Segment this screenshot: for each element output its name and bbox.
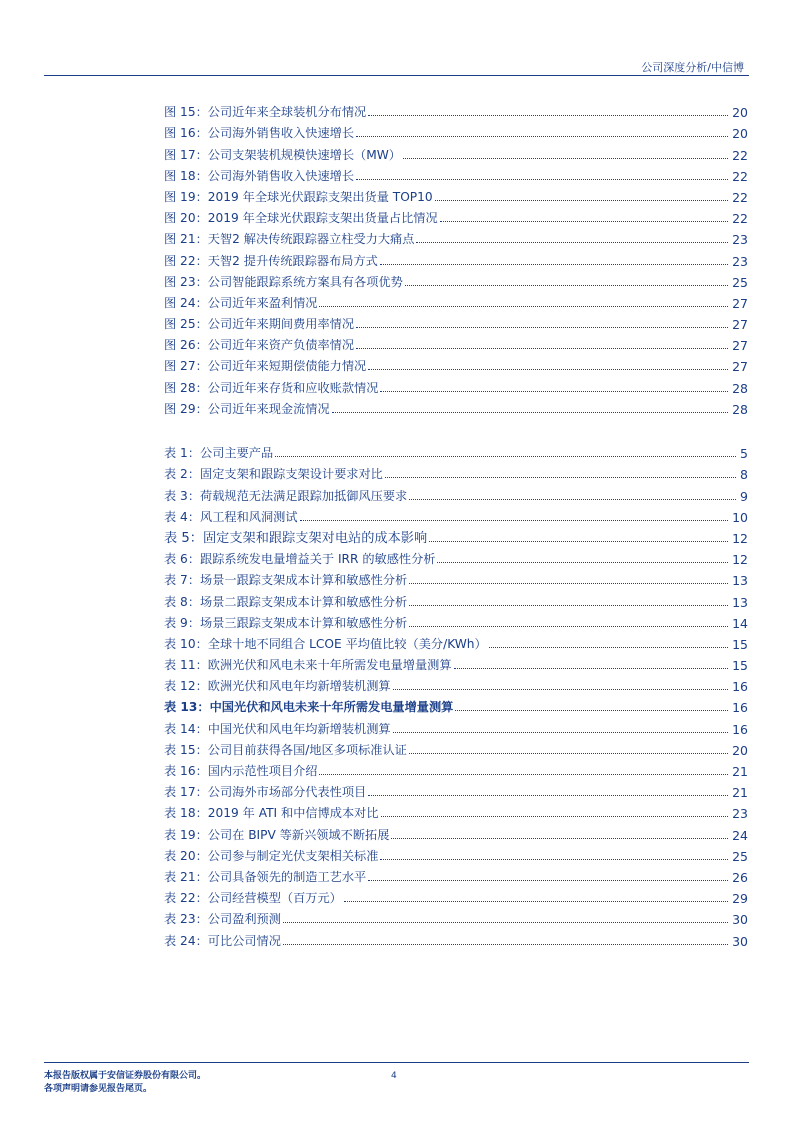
dot-leader	[416, 242, 728, 243]
figure-entry-title: 图 21：天智2 解决传统跟踪器立柱受力大痛点	[164, 232, 415, 247]
table-entry-page: 26	[732, 869, 748, 885]
figure-entry[interactable]	[164, 141, 748, 162]
figure-entry-page: 22	[732, 168, 748, 184]
dot-leader	[368, 880, 728, 881]
figure-entry-title: 图 15：公司近年来全球装机分布情况	[164, 105, 367, 120]
figure-entry-page: 23	[732, 232, 748, 248]
dot-leader	[435, 200, 728, 201]
table-entry[interactable]	[164, 906, 748, 927]
table-entry-page: 10	[732, 509, 748, 525]
figure-entry[interactable]	[164, 290, 748, 311]
figure-entry[interactable]	[164, 396, 748, 417]
table-entry-title: 表 14：中国光伏和风电年均新增装机测算	[164, 721, 391, 736]
figure-entry[interactable]	[164, 311, 748, 332]
table-entry-page: 15	[732, 658, 748, 674]
table-entry[interactable]	[164, 821, 748, 842]
dot-leader	[393, 689, 729, 690]
figure-entry-page: 27	[732, 338, 748, 354]
table-entry[interactable]	[164, 885, 748, 906]
table-entry-title: 表 5：固定支架和跟踪支架对电站的成本影响	[164, 530, 428, 546]
figure-entry[interactable]	[164, 247, 748, 268]
table-entry[interactable]	[164, 758, 748, 779]
dot-leader	[489, 647, 728, 648]
figure-entry-title: 图 18：公司海外销售收入快速增长	[164, 168, 355, 183]
table-entry-title: 表 3：荷载规范无法满足跟踪加抵御风压要求	[164, 488, 408, 503]
table-entry-title: 表 17：公司海外市场部分代表性项目	[164, 785, 367, 800]
table-entry[interactable]	[164, 737, 748, 758]
figure-entry-title: 图 29：公司近年来现金流情况	[164, 401, 330, 416]
header-label: 公司深度分析/中信博	[641, 61, 744, 74]
table-entry[interactable]	[164, 567, 748, 588]
table-entry-page: 9	[740, 488, 748, 504]
figure-entry-page: 27	[732, 359, 748, 375]
dot-leader	[356, 348, 728, 349]
table-entry-page: 12	[732, 552, 748, 568]
table-entry-page: 21	[732, 785, 748, 801]
dot-leader	[409, 605, 728, 606]
table-entry-title: 表 13：中国光伏和风电未来十年所需发电量增量测算	[164, 700, 454, 715]
figure-entry-page: 22	[732, 147, 748, 163]
table-entry[interactable]	[164, 800, 748, 821]
dot-leader	[403, 158, 728, 159]
dot-leader	[454, 668, 729, 669]
table-entry-title: 表 18：2019 年 ATI 和中信博成本对比	[164, 806, 379, 821]
figure-entry[interactable]	[164, 226, 748, 247]
table-entry-page: 16	[732, 721, 748, 737]
figure-entry[interactable]	[164, 374, 748, 395]
footer-note	[44, 1070, 206, 1096]
table-entry-page: 12	[732, 530, 748, 546]
table-entry-title: 表 4：风工程和风洞测试	[164, 509, 298, 524]
table-entry[interactable]	[164, 610, 748, 631]
figure-entry-title: 图 19：2019 年全球光伏跟踪支架出货量 TOP10	[164, 189, 433, 204]
table-entry-title: 表 9：场景三跟踪支架成本计算和敏感性分析	[164, 615, 408, 630]
table-entry-title: 表 6：跟踪系统发电量增益关于 IRR 的敏感性分析	[164, 552, 436, 567]
dot-leader	[380, 264, 728, 265]
figure-entry-page: 20	[732, 126, 748, 142]
figure-entry-title: 图 24：公司近年来盈利情况	[164, 295, 318, 310]
figure-entry-title: 图 26：公司近年来资产负债率情况	[164, 338, 355, 353]
figure-entry-page: 28	[732, 380, 748, 396]
table-entry-title: 表 20：公司参与制定光伏支架相关标准	[164, 848, 379, 863]
figure-entry-title: 图 22：天智2 提升传统跟踪器布局方式	[164, 253, 378, 268]
table-entry-page: 24	[732, 827, 748, 843]
figure-entry-page: 28	[732, 401, 748, 417]
table-entry[interactable]	[164, 694, 748, 715]
figure-entry[interactable]	[164, 120, 748, 141]
dot-leader	[391, 838, 728, 839]
table-entry-page: 30	[732, 912, 748, 928]
dot-leader	[409, 753, 728, 754]
table-entry-page: 16	[732, 700, 748, 716]
table-entry-page: 21	[732, 764, 748, 779]
table-entry[interactable]	[164, 525, 748, 546]
table-entry[interactable]	[164, 715, 748, 736]
table-entry[interactable]	[164, 440, 748, 461]
dot-leader	[344, 901, 728, 902]
dot-leader	[368, 115, 728, 116]
table-entry-page: 23	[732, 806, 748, 822]
table-entry-page: 8	[740, 467, 748, 483]
dot-leader	[409, 583, 728, 584]
table-entry-title: 表 16：国内示范性项目介绍	[164, 764, 318, 778]
figure-entry[interactable]	[164, 163, 748, 184]
figure-entry-page: 22	[732, 189, 748, 205]
table-entry-title: 表 8：场景二跟踪支架成本计算和敏感性分析	[164, 594, 408, 609]
table-entry-title: 表 1：公司主要产品	[164, 446, 274, 461]
table-entry[interactable]	[164, 546, 748, 567]
table-entry-title: 表 11：欧洲光伏和风电未来十年所需发电量增量测算	[164, 658, 452, 673]
table-entry-page: 5	[740, 446, 748, 462]
figure-entry-title: 图 17：公司支架装机规模快速增长（MW）	[164, 147, 401, 162]
dot-leader	[368, 369, 728, 370]
figure-entry-page: 22	[732, 211, 748, 227]
table-entry-page: 13	[732, 573, 748, 589]
table-entry-title: 表 7：场景一跟踪支架成本计算和敏感性分析	[164, 573, 408, 588]
dot-leader	[319, 774, 728, 775]
dot-leader	[380, 859, 728, 860]
dot-leader	[429, 541, 728, 542]
table-entry-title: 表 24：可比公司情况	[164, 933, 281, 948]
figure-entry[interactable]	[164, 269, 748, 290]
dot-leader	[380, 391, 728, 392]
dot-leader	[440, 221, 728, 222]
figure-entry[interactable]	[164, 205, 748, 226]
figure-entry-title: 图 25：公司近年来期间费用率情况	[164, 317, 355, 332]
figure-entry-page: 27	[732, 317, 748, 333]
table-entry[interactable]	[164, 673, 748, 694]
dot-leader	[275, 456, 736, 457]
dot-leader	[409, 499, 736, 500]
dot-leader	[455, 710, 728, 711]
figure-entry[interactable]	[164, 332, 748, 353]
dot-leader	[332, 412, 728, 413]
table-entry-page: 30	[732, 933, 748, 949]
table-entry-title: 表 2：固定支架和跟踪支架设计要求对比	[164, 467, 383, 482]
table-list	[164, 440, 748, 949]
figure-list	[164, 99, 748, 417]
table-entry-title: 表 12：欧洲光伏和风电年均新增装机测算	[164, 679, 391, 694]
figure-entry-title: 图 20：2019 年全球光伏跟踪支架出货量占比情况	[164, 211, 438, 226]
dot-leader	[405, 285, 728, 286]
dot-leader	[356, 179, 728, 180]
table-entry-page: 13	[732, 594, 748, 610]
table-entry-page: 14	[732, 615, 748, 631]
figure-entry-title: 图 23：公司智能跟踪系统方案具有各项优势	[164, 274, 403, 289]
dot-leader	[368, 795, 728, 796]
table-entry[interactable]	[164, 631, 748, 652]
footer-disclaimer: 各项声明请参见报告尾页。	[44, 1084, 153, 1094]
figure-entry-title: 图 27：公司近年来短期偿债能力情况	[164, 359, 367, 374]
dot-leader	[356, 327, 728, 328]
figure-entry[interactable]	[164, 353, 748, 374]
table-entry-title: 表 15：公司目前获得各国/地区多项标准认证	[164, 742, 407, 757]
figure-entry[interactable]	[164, 184, 748, 205]
table-entry-title: 表 10：全球十地不同组合 LCOE 平均值比较（美分/KWh）	[164, 636, 487, 651]
table-entry[interactable]	[164, 461, 748, 482]
dot-leader	[300, 520, 729, 521]
table-entry-page: 29	[732, 891, 748, 907]
figure-entry-title: 图 28：公司近年来存货和应收账款情况	[164, 380, 379, 395]
table-entry[interactable]	[164, 482, 748, 503]
dot-leader	[283, 922, 728, 923]
dot-leader	[393, 732, 729, 733]
table-entry[interactable]	[164, 843, 748, 864]
table-entry[interactable]	[164, 504, 748, 525]
header-rule	[44, 75, 749, 76]
table-entry-page: 20	[732, 742, 748, 758]
figure-entry[interactable]	[164, 99, 748, 120]
table-entry[interactable]	[164, 652, 748, 673]
dot-leader	[356, 136, 728, 137]
table-entry[interactable]	[164, 927, 748, 948]
table-entry-page: 15	[732, 636, 748, 652]
footer-copyright: 本报告版权属于安信证券股份有限公司。	[44, 1071, 207, 1081]
table-entry[interactable]	[164, 779, 748, 800]
table-entry[interactable]	[164, 588, 748, 609]
footer-rule	[44, 1062, 749, 1063]
figure-entry-title: 图 16：公司海外销售收入快速增长	[164, 126, 355, 141]
figure-entry-page: 25	[732, 274, 748, 290]
figure-entry-page: 23	[732, 253, 748, 269]
table-entry-title: 表 21：公司具备领先的制造工艺水平	[164, 869, 367, 884]
figure-entry-page: 20	[732, 105, 748, 121]
figure-entry-page: 27	[732, 295, 748, 311]
dot-leader	[385, 477, 736, 478]
table-entry-title: 表 22：公司经营模型（百万元）	[164, 891, 342, 906]
table-entry[interactable]	[164, 864, 748, 885]
table-entry-title: 表 19：公司在 BIPV 等新兴领域不断拓展	[164, 827, 390, 842]
dot-leader	[283, 944, 728, 945]
dot-leader	[319, 306, 728, 307]
dot-leader	[381, 816, 729, 817]
table-entry-title: 表 23：公司盈利预测	[164, 912, 281, 927]
page-number: 4	[391, 1071, 397, 1081]
dot-leader	[409, 626, 728, 627]
table-entry-page: 25	[732, 848, 748, 864]
dot-leader	[437, 562, 728, 563]
table-entry-page: 16	[732, 679, 748, 695]
